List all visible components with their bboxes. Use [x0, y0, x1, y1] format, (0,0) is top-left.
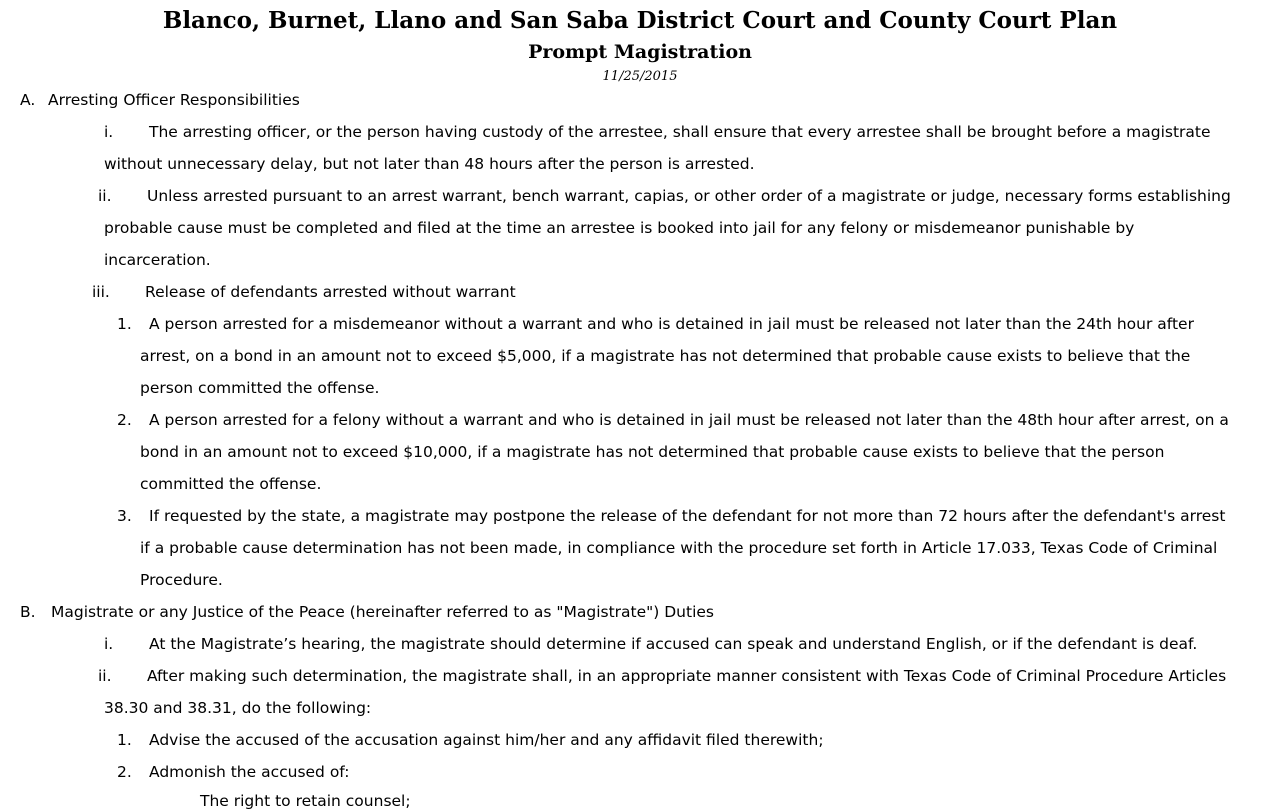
section-a-heading: Arresting Officer Responsibilities: [48, 91, 300, 109]
paragraph-line: After making such determination, the magistrate shall, in an appropriate manner consistent with Texas Code of Criminal Procedure Articles: [147, 667, 1227, 685]
paragraph-line: A person arrested for a felony without a warrant and who is detained in jail must be released not later than the 48th hour after arrest, on a: [149, 411, 1229, 429]
paragraph-line: person committed the offense.: [140, 379, 380, 397]
paragraph-line: Advise the accused of the accusation against him/her and any affidavit filed therewith;: [149, 731, 824, 749]
paragraph-line: committed the offense.: [140, 475, 322, 493]
document-title: Blanco, Burnet, Llano and San Saba District Court and County Court Plan: [162, 7, 1118, 34]
paragraph-line: arrest, on a bond in an amount not to exceed $5,000, if a magistrate has not determined that probable cause exists to believe that the: [140, 347, 1191, 365]
paragraph-line: A person arrested for a misdemeanor without a warrant and who is detained in jail must be released not later than the 24th hour after: [149, 315, 1194, 333]
paragraph-line: incarceration.: [104, 251, 211, 269]
subsection-heading: Release of defendants arrested without warrant: [145, 283, 516, 301]
item-marker: i.: [104, 123, 114, 141]
list-number: 2.: [117, 763, 132, 781]
list-number: 1.: [117, 315, 132, 333]
item-marker: ii.: [98, 187, 112, 205]
list-number: 3.: [117, 507, 132, 525]
paragraph-line: without unnecessary delay, but not later than 48 hours after the person is arrested.: [104, 155, 755, 173]
section-a-marker: A.: [20, 91, 36, 109]
document-date: 11/25/2015: [602, 69, 678, 84]
list-number: 2.: [117, 411, 132, 429]
paragraph-line: probable cause must be completed and filed at the time an arrestee is booked into jail for any felony or misdemeanor punishable by: [104, 219, 1135, 237]
paragraph-line: Procedure.: [140, 571, 223, 589]
document-subtitle: Prompt Magistration: [528, 41, 752, 63]
section-b-heading: Magistrate or any Justice of the Peace (hereinafter referred to as "Magistrate") Duties: [51, 603, 714, 621]
item-marker: ii.: [98, 667, 112, 685]
paragraph-line: bond in an amount not to exceed $10,000, if a magistrate has not determined that probable cause exists to believe that the person: [140, 443, 1165, 461]
item-marker: i.: [104, 635, 114, 653]
section-b-marker: B.: [20, 603, 36, 621]
item-marker: iii.: [92, 283, 110, 301]
paragraph-line: Unless arrested pursuant to an arrest warrant, bench warrant, capias, or other order of a magistrate or judge, necessary forms establishing: [147, 187, 1231, 205]
paragraph-line: Admonish the accused of:: [149, 763, 350, 781]
list-number: 1.: [117, 731, 132, 749]
paragraph-line: If requested by the state, a magistrate may postpone the release of the defendant for not more than 72 hours after the defendant's arrest: [149, 507, 1226, 525]
bullet-line-partial: The right to retain counsel;: [200, 792, 411, 810]
paragraph-line: if a probable cause determination has not been made, in compliance with the procedure set forth in Article 17.033, Texas Code of Criminal: [140, 539, 1218, 557]
paragraph-line: 38.30 and 38.31, do the following:: [104, 699, 372, 717]
paragraph-line: At the Magistrate’s hearing, the magistrate should determine if accused can speak and understand English, or if the defendant is deaf.: [149, 635, 1198, 653]
paragraph-line: The arresting officer, or the person having custody of the arrestee, shall ensure that every arrestee shall be brought before a magistrate: [149, 123, 1211, 141]
